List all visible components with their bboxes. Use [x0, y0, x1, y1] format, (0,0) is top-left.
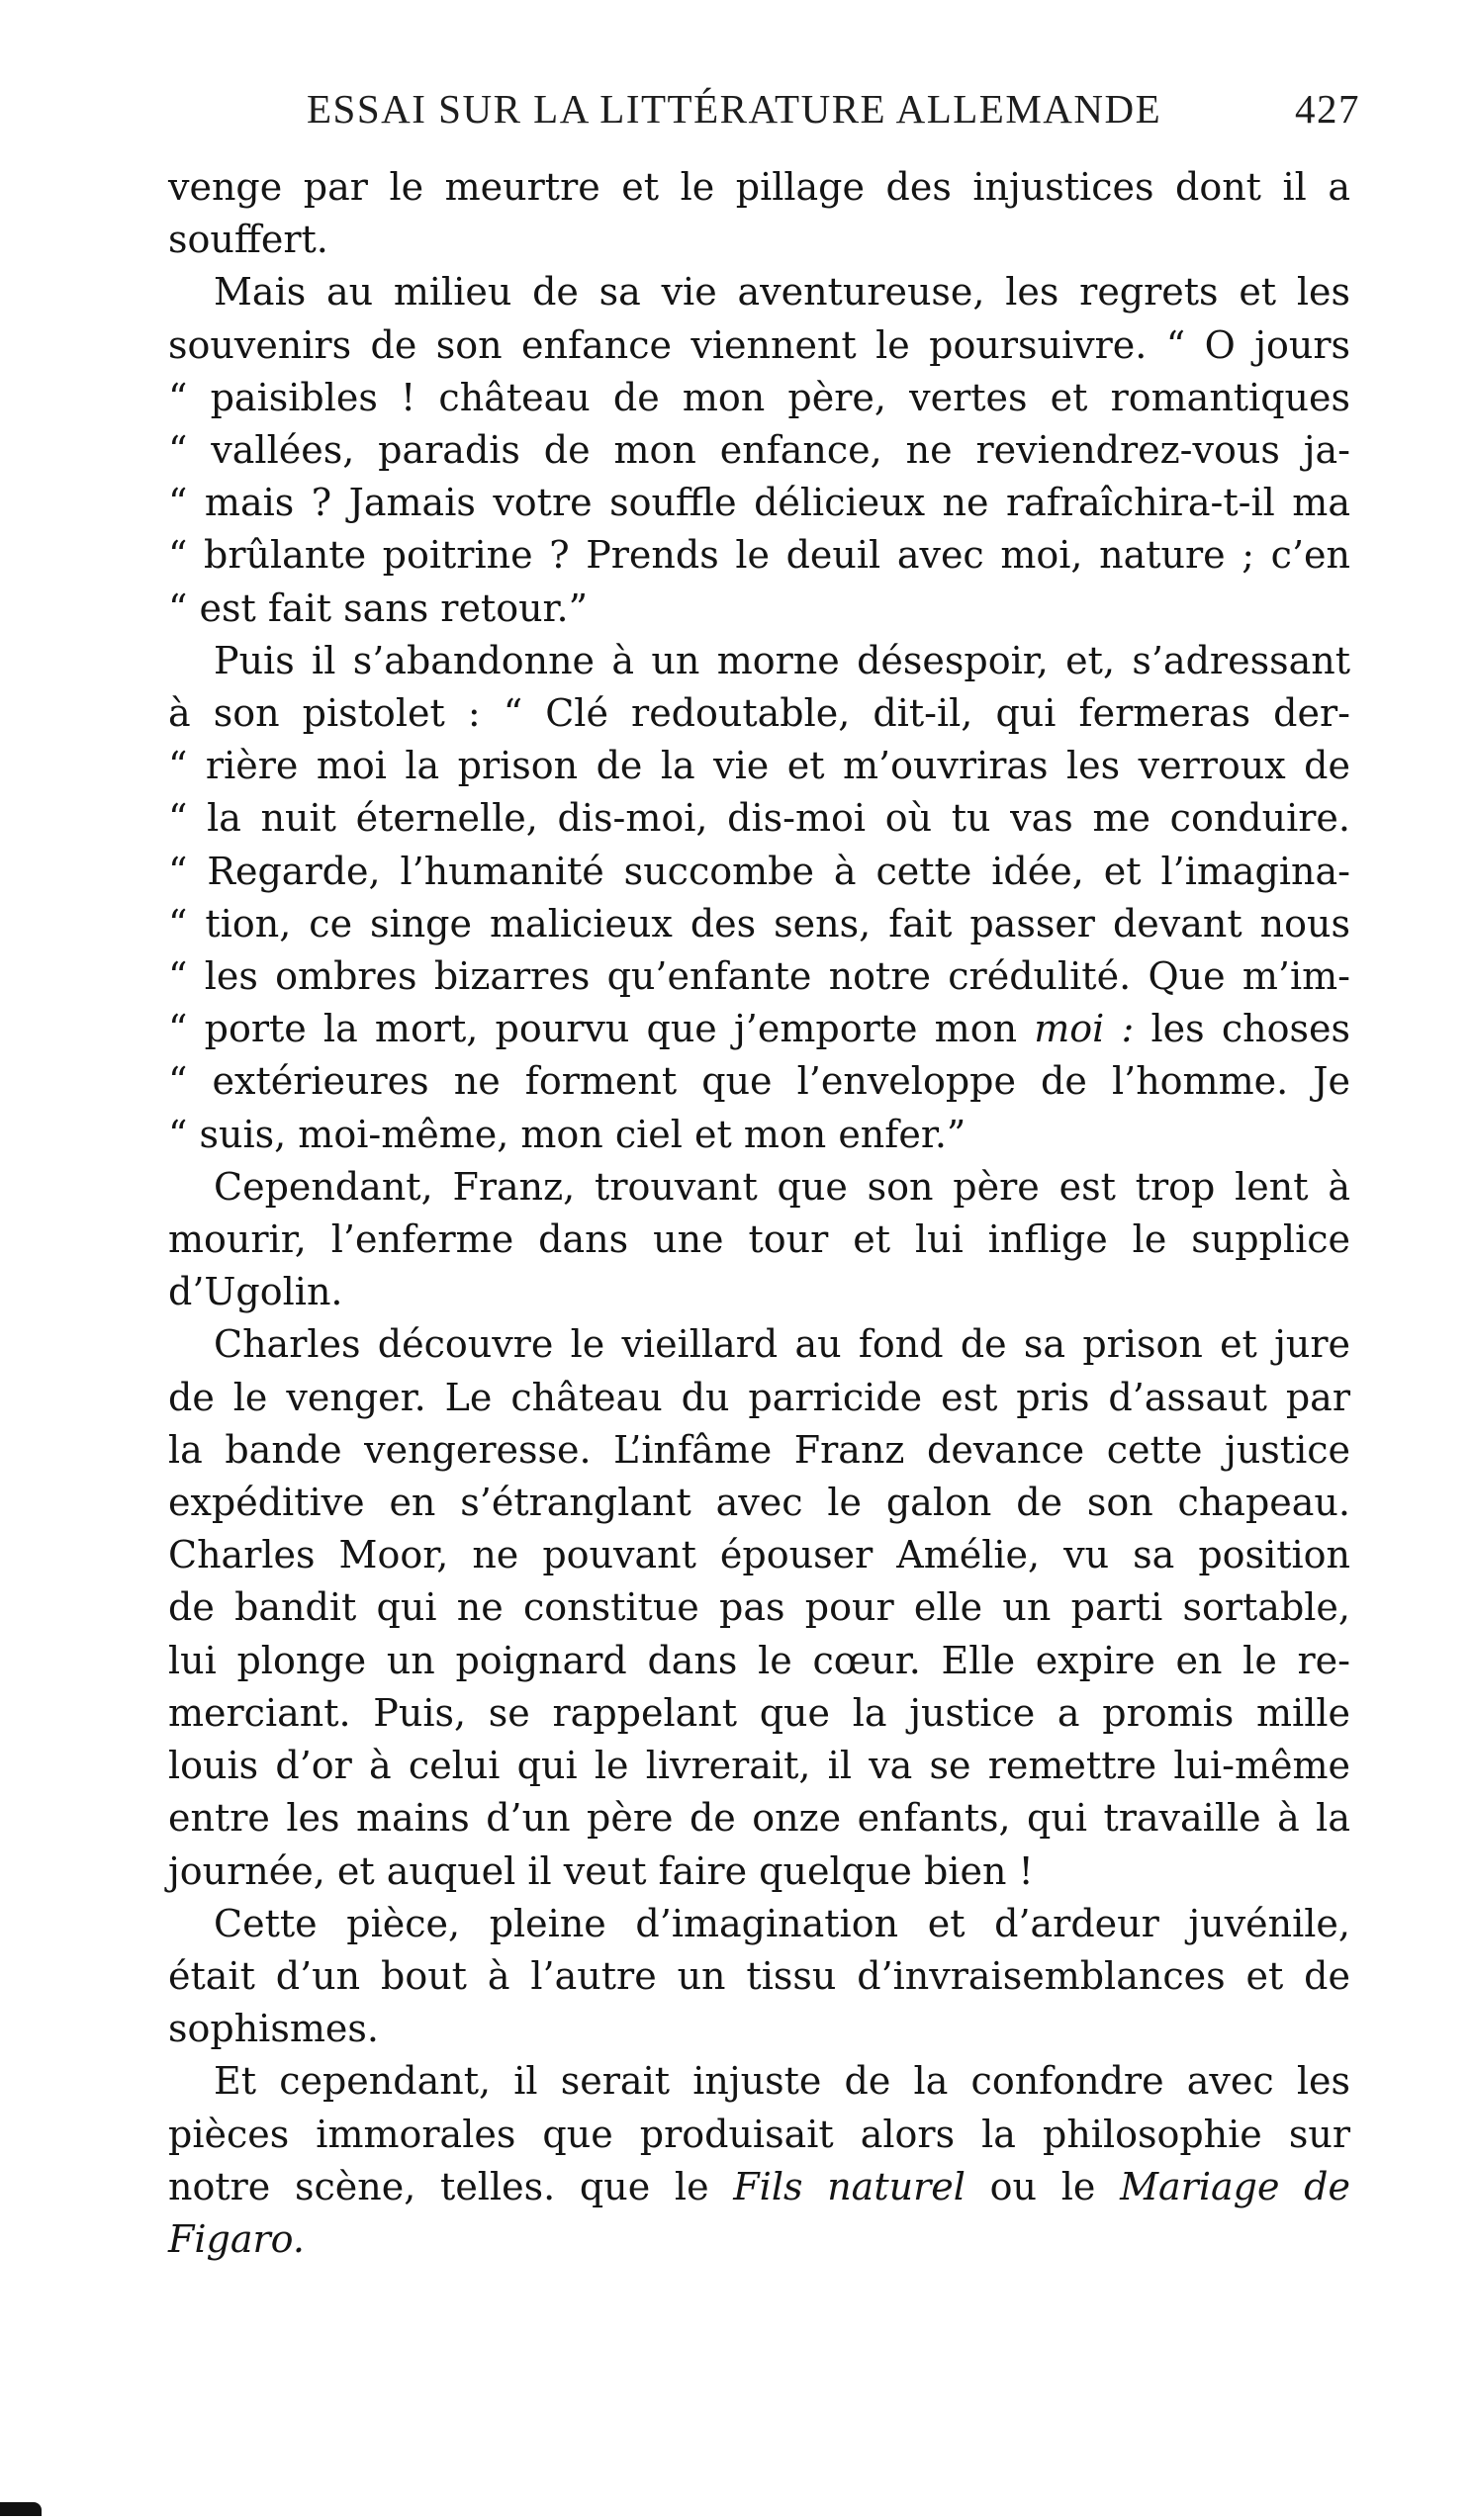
paragraph-7	[168, 2055, 1350, 2266]
text-line: de le venger. Le château du parricide est pris d’assaut par	[168, 1375, 1350, 1419]
text-line: Cette pièce, pleine d’imagination et d’ardeur juvénile,	[214, 1901, 1350, 1945]
text-line: louis d’or à celui qui le livrerait, il va se remettre lui-même	[168, 1744, 1350, 1788]
scan-edge-mark	[0, 2502, 42, 2516]
running-title: ESSAI SUR LA LITTÉRATURE ALLEMANDE	[307, 86, 1162, 132]
text-line: Charles Moor, ne pouvant épouser Amélie, vu sa position	[168, 1533, 1350, 1577]
text-line: “ la nuit éternelle, dis-moi, dis-moi où tu vas me conduire.	[168, 796, 1350, 841]
text-line: “ Regarde, l’humanité succombe à cette idée, et l’imagina-	[168, 849, 1350, 893]
text-line: “ mais ? Jamais votre souffle délicieux ne rafraîchira-t-il ma	[168, 481, 1350, 525]
italic-title: Mariage de	[1120, 2164, 1350, 2208]
body-text	[168, 161, 1350, 2266]
text-line: “ suis, moi-même, mon ciel et mon enfer.”	[168, 1112, 966, 1156]
text-line: sophismes.	[168, 2007, 379, 2051]
text-line: Et cependant, il serait injuste de la confondre avec les	[214, 2059, 1350, 2104]
running-head	[168, 85, 1360, 144]
text-line: “ brûlante poitrine ? Prends le deuil avec moi, nature ; c’en	[168, 533, 1350, 578]
text-line: merciant. Puis, se rappelant que la justice a promis mille	[168, 1690, 1350, 1735]
paragraph-3	[168, 635, 1350, 1161]
text-line: était d’un bout à l’autre un tissu d’invraisemblances et de	[168, 1953, 1350, 1998]
text-line: Cependant, Franz, trouvant que son père est trop lent à	[214, 1164, 1350, 1209]
text-line: entre les mains d’un père de onze enfants, qui travaille à la	[168, 1796, 1350, 1841]
text-line	[168, 1003, 1350, 1055]
page-number: 427	[1295, 86, 1360, 132]
italic-title: Fils naturel	[733, 2164, 966, 2208]
text-line: pièces immorales que produisait alors la philosophie sur	[168, 2112, 1350, 2156]
text-line: souffert.	[168, 218, 328, 262]
text-line: d’Ugolin.	[168, 1270, 343, 1314]
text-line: “ les ombres bizarres qu’enfante notre crédulité. Que m’im-	[168, 954, 1350, 999]
text-line: “ extérieures ne forment que l’enveloppe de l’homme. Je	[168, 1059, 1350, 1104]
italic-title: Figaro.	[168, 2216, 305, 2261]
text-line: mourir, l’enferme dans une tour et lui inflige le supplice	[168, 1217, 1350, 1262]
text-line: journée, et auquel il veut faire quelque bien !	[168, 1848, 1034, 1893]
italic-word: moi :	[1034, 1007, 1135, 1051]
text-line	[168, 2161, 1350, 2213]
text-line: lui plonge un poignard dans le cœur. Elle expire en le re-	[168, 1638, 1350, 1682]
paragraph-6	[168, 1898, 1350, 2056]
text-line: à son pistolet : “ Clé redoutable, dit-il, qui fermeras der-	[168, 691, 1350, 736]
paragraph-5	[168, 1318, 1350, 1897]
text-line: “ vallées, paradis de mon enfance, ne reviendrez-vous ja-	[168, 428, 1350, 473]
text-line: Charles découvre le vieillard au fond de sa prison et jure	[214, 1322, 1350, 1367]
text-line: expéditive en s’étranglant avec le galon de son chapeau.	[168, 1481, 1350, 1525]
text-fragment: ou le	[989, 2164, 1096, 2208]
text-fragment: notre scène, telles. que le	[168, 2164, 709, 2208]
paragraph-4	[168, 1161, 1350, 1319]
paragraph-2	[168, 266, 1350, 634]
text-line: venge par le meurtre et le pillage des injustices dont il a	[168, 165, 1350, 209]
paragraph-1	[168, 161, 1350, 266]
text-line: souvenirs de son enfance viennent le poursuivre. “ O jours	[168, 322, 1350, 367]
text-line: la bande vengeresse. L’infâme Franz devance cette justice	[168, 1427, 1350, 1472]
text-line: Mais au milieu de sa vie aventureuse, les regrets et les	[214, 270, 1350, 315]
text-fragment: les choses	[1150, 1007, 1350, 1051]
text-line: “ rière moi la prison de la vie et m’ouvriras les verroux de	[168, 744, 1350, 788]
text-line: “ est fait sans retour.”	[168, 585, 589, 630]
text-fragment: “ porte la mort, pourvu que j’emporte mon	[168, 1007, 1018, 1051]
text-line: “ tion, ce singe malicieux des sens, fait passer devant nous	[168, 901, 1350, 945]
text-line: Puis il s’abandonne à un morne désespoir, et, s’adressant	[214, 638, 1350, 682]
text-line: de bandit qui ne constitue pas pour elle un parti sortable,	[168, 1585, 1350, 1630]
text-line: “ paisibles ! château de mon père, vertes et romantiques	[168, 375, 1350, 419]
